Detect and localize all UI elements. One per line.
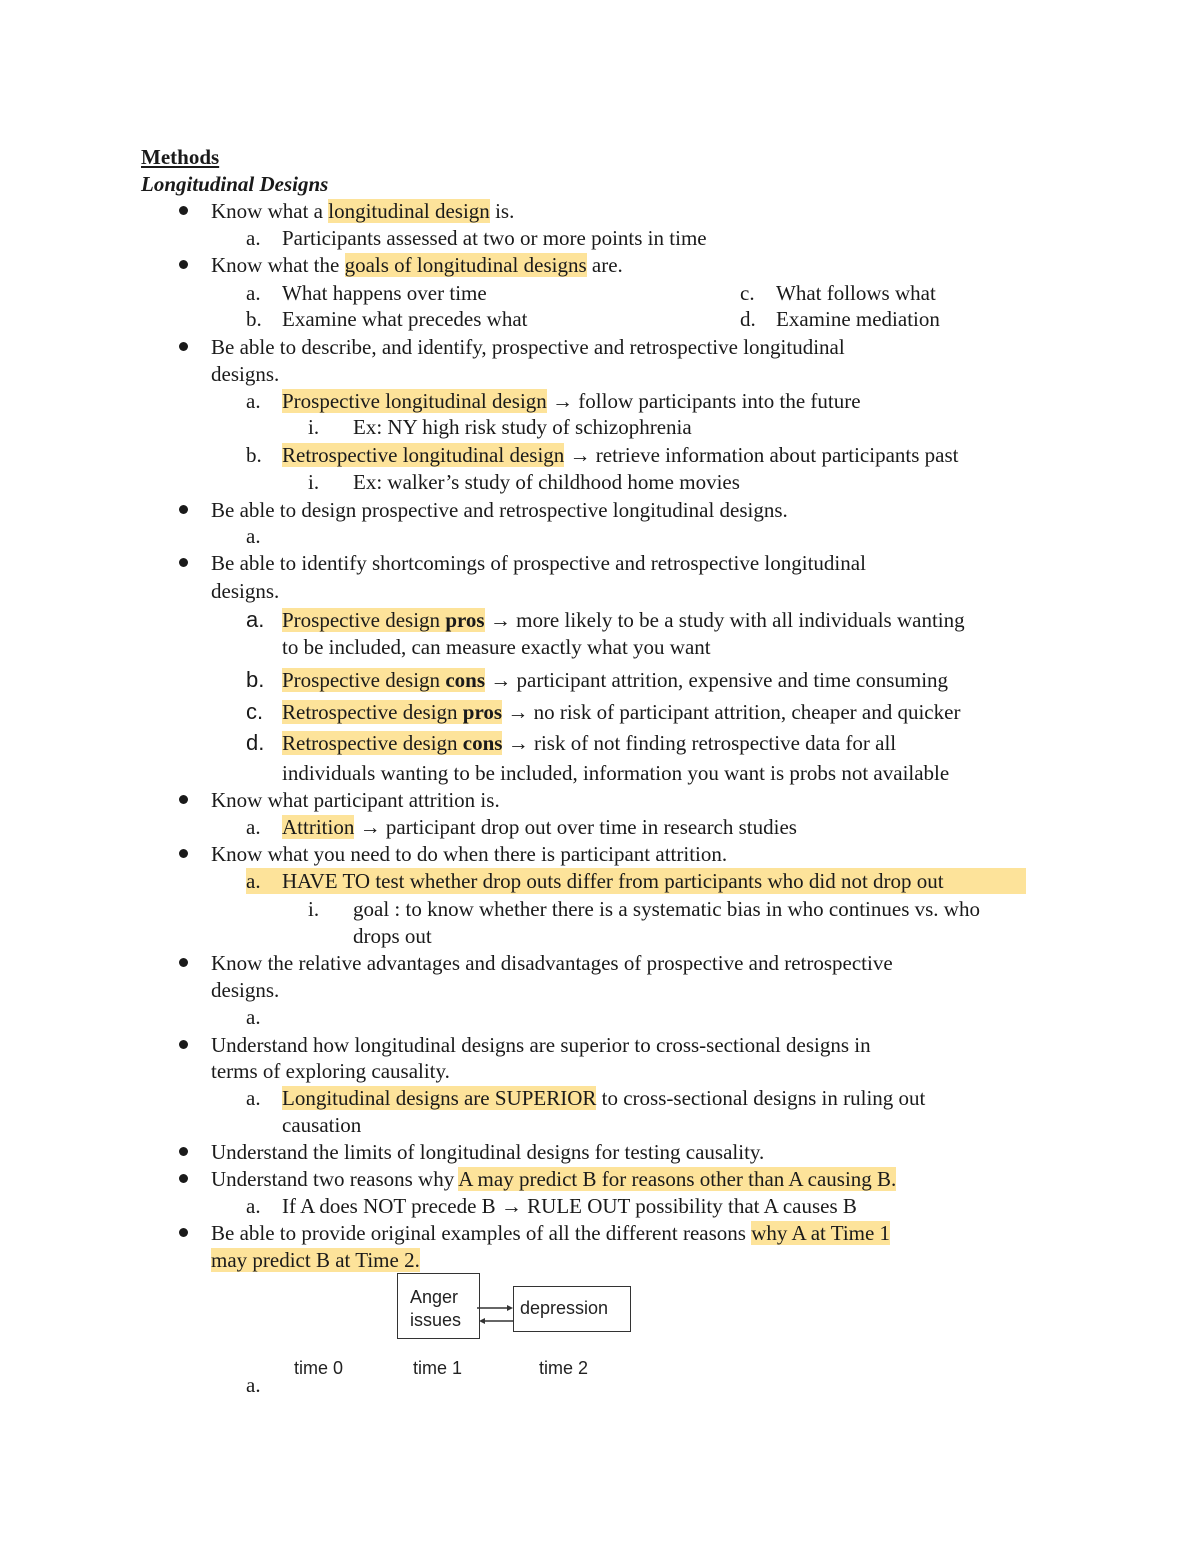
list-marker: a.	[246, 524, 261, 548]
list-item: Retrospective design cons → risk of not finding retrospective data for all	[282, 731, 897, 755]
highlight: why A at Time 1	[751, 1221, 891, 1245]
list-item: Prospective longitudinal design → follow participants into the future	[282, 389, 861, 413]
highlight: Longitudinal designs are SUPERIOR	[282, 1086, 597, 1110]
list-item: Be able to provide original examples of all the different reasons why A at Time 1	[211, 1221, 891, 1245]
list-item: Understand how longitudinal designs are superior to cross-sectional designs in	[211, 1033, 871, 1057]
highlight: Prospective longitudinal design	[282, 389, 547, 413]
list-item: Understand two reasons why A may predict B for reasons other than A causing B.	[211, 1167, 897, 1191]
list-item: Know the relative advantages and disadvantages of prospective and retrospective	[211, 951, 893, 975]
bullet-icon	[179, 849, 188, 858]
list-marker: a.	[246, 1194, 261, 1218]
list-marker: b.	[246, 307, 262, 331]
highlight: longitudinal design	[328, 199, 490, 223]
bidirectional-arrows-icon	[476, 1300, 516, 1330]
time-label: time 2	[539, 1358, 589, 1378]
bullet-icon	[179, 1174, 188, 1183]
highlighted-row: a. HAVE TO test whether drop outs differ from participants who did not drop out	[246, 868, 1026, 894]
bullet-icon	[179, 1040, 188, 1049]
list-item: Be able to identify shortcomings of prospective and retrospective longitudinal	[211, 551, 866, 575]
list-item: Examine mediation	[776, 307, 940, 331]
list-marker: a.	[246, 226, 261, 250]
list-marker: a.	[246, 281, 261, 305]
list-marker: c.	[246, 699, 264, 724]
bullet-icon	[179, 1147, 188, 1156]
list-item-continued: designs.	[211, 362, 280, 386]
list-marker: a.	[246, 1086, 261, 1110]
highlight: Prospective design cons	[282, 668, 485, 692]
list-marker: b.	[246, 443, 262, 467]
page-title: Methods	[141, 145, 220, 169]
highlight: Retrospective design pros	[282, 700, 503, 724]
list-marker: i.	[308, 470, 320, 494]
list-marker: d.	[246, 730, 265, 755]
list-item-continued	[211, 1247, 420, 1273]
list-marker: a.	[246, 607, 265, 632]
bullet-icon	[179, 795, 188, 804]
list-item: Ex: NY high risk study of schizophrenia	[353, 415, 692, 439]
list-item: Retrospective longitudinal design → retrieve information about participants past	[282, 443, 959, 467]
list-item: Know what the goals of longitudinal designs are.	[211, 253, 623, 277]
highlight: Prospective design pros	[282, 608, 485, 632]
list-item: goal : to know whether there is a systematic bias in who continues vs. who	[353, 897, 980, 921]
highlight: Attrition	[282, 815, 355, 839]
list-item: Understand the limits of longitudinal designs for testing causality.	[211, 1140, 765, 1164]
bullet-icon	[179, 342, 188, 351]
list-item: Longitudinal designs are SUPERIOR to cross-sectional designs in ruling out	[282, 1086, 926, 1110]
list-item: Participants assessed at two or more points in time	[282, 226, 707, 250]
highlight: Retrospective longitudinal design	[282, 443, 565, 467]
list-marker: a.	[246, 815, 261, 839]
highlight: may predict B at Time 2.	[211, 1248, 420, 1272]
list-marker: c.	[740, 281, 755, 305]
diagram-label: issues	[410, 1310, 462, 1330]
highlight: Retrospective design cons	[282, 731, 503, 755]
list-item: What happens over time	[282, 281, 487, 305]
diagram-label: depression	[520, 1298, 609, 1318]
highlight: goals of longitudinal designs	[344, 253, 587, 277]
list-item-continued: designs.	[211, 978, 280, 1002]
list-item: Retrospective design pros → no risk of participant attrition, cheaper and quicker	[282, 700, 961, 724]
list-item-continued: individuals wanting to be included, information you want is probs not available	[282, 761, 950, 785]
bullet-icon	[179, 958, 188, 967]
list-marker: a.	[246, 1373, 261, 1397]
section-heading: Longitudinal Designs	[141, 172, 329, 196]
diagram-label: Anger	[410, 1287, 459, 1307]
list-item-continued: terms of exploring causality.	[211, 1059, 450, 1083]
list-item: Prospective design cons → participant attrition, expensive and time consuming	[282, 668, 949, 692]
list-item: What follows what	[776, 281, 936, 305]
list-item: Be able to design prospective and retrospective longitudinal designs.	[211, 498, 788, 522]
highlight: A may predict B for reasons other than A causing B.	[458, 1167, 897, 1191]
list-marker: d.	[740, 307, 756, 331]
list-marker: i.	[308, 415, 320, 439]
bullet-icon	[179, 260, 188, 269]
time-label: time 1	[413, 1358, 463, 1378]
list-item-continued: to be included, can measure exactly what you want	[282, 635, 711, 659]
bullet-icon	[179, 505, 188, 514]
list-item: Ex: walker’s study of childhood home movies	[353, 470, 740, 494]
list-item-continued: designs.	[211, 579, 280, 603]
bullet-icon	[179, 1228, 188, 1237]
list-item: Prospective design pros → more likely to be a study with all individuals wanting	[282, 608, 965, 632]
list-marker: i.	[308, 897, 320, 921]
list-marker: a.	[246, 389, 261, 413]
list-item: Know what you need to do when there is participant attrition.	[211, 842, 728, 866]
list-item: Examine what precedes what	[282, 307, 528, 331]
list-item: Know what participant attrition is.	[211, 788, 500, 812]
list-item-continued: causation	[282, 1113, 362, 1137]
list-item-continued: drops out	[353, 924, 432, 948]
bullet-icon	[179, 206, 188, 215]
bullet-icon	[179, 558, 188, 567]
list-item: Know what a longitudinal design is.	[211, 199, 515, 223]
list-item: Attrition → participant drop out over time in research studies	[282, 815, 797, 839]
time-label: time 0	[294, 1358, 344, 1378]
list-marker: b.	[246, 667, 265, 692]
list-item: Be able to describe, and identify, prospective and retrospective longitudinal	[211, 335, 845, 359]
list-item: If A does NOT precede B → RULE OUT possibility that A causes B	[282, 1194, 857, 1218]
list-marker: a.	[246, 1005, 261, 1029]
